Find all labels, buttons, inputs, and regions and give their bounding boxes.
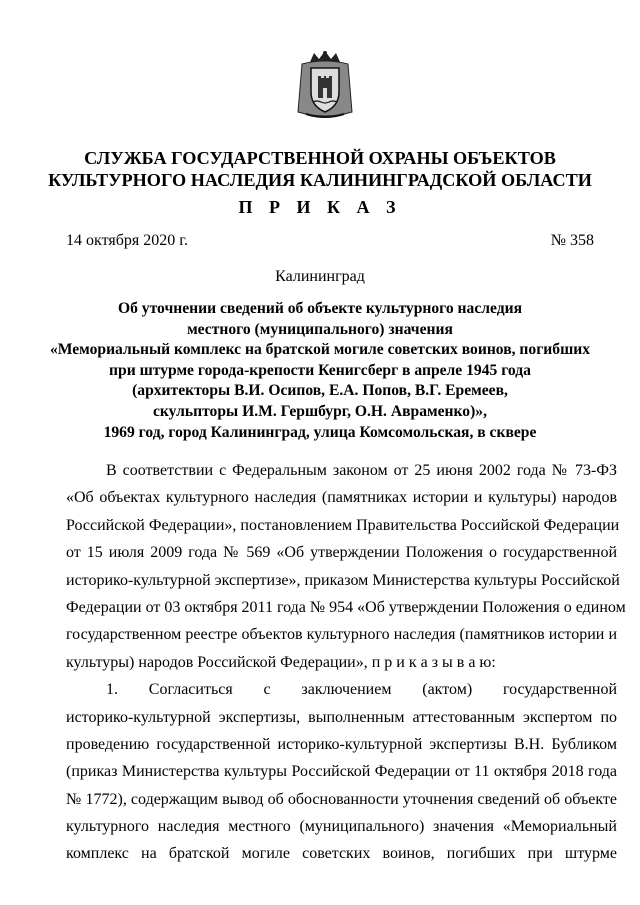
document-number: № 358 <box>550 232 594 249</box>
document-body <box>66 457 626 868</box>
document-type: П Р И К А З <box>238 197 402 217</box>
organization-name <box>0 147 640 191</box>
body-line: культуры) народов Российской Федерации», п р и к а з ы в а ю: <box>66 653 496 671</box>
document-city: Калининград <box>275 268 365 285</box>
subject-line: местного (муниципального) значения <box>187 320 453 338</box>
body-line: (приказ Министерства культуры Российской Федерации от 11 октября 2018 года <box>66 763 617 781</box>
body-line: государственном реестре объектов культурного наследия (памятников истории и <box>66 626 617 644</box>
document-subject <box>0 299 640 443</box>
subject-line: «Мемориальный комплекс на братской могиле советских воинов, погибших <box>49 341 591 359</box>
subject-line: 1969 год, город Калининград, улица Комсомольская, в сквере <box>103 423 537 441</box>
subject-line: (архитекторы В.И. Осипов, Е.А. Попов, В.Г. Еремеев, <box>132 382 508 400</box>
body-line: проведению государственной историко-культурной экспертизы В.Н. Бубликом <box>66 735 617 753</box>
body-line: № 1772), содержащим вывод об обоснованности уточнения сведений об объекте <box>66 790 617 808</box>
body-line: культурного наследия местного (муниципального) значения «Мемориальный <box>66 818 617 836</box>
body-line: 1. Согласиться с заключением (актом) государственной <box>106 681 617 699</box>
subject-line: скульпторы И.М. Гершбург, О.Н. Авраменко)», <box>153 402 487 420</box>
body-line: историко-культурной экспертизе», приказом Министерства культуры Российской <box>66 571 620 589</box>
organization-line: СЛУЖБА ГОСУДАРСТВЕННОЙ ОХРАНЫ ОБЪЕКТОВ <box>84 148 556 168</box>
organization-line: КУЛЬТУРНОГО НАСЛЕДИЯ КАЛИНИНГРАДСКОЙ ОБЛАСТИ <box>48 170 592 190</box>
document-date: 14 октября 2020 г. <box>66 232 188 249</box>
body-line: историко-культурной экспертизы, выполненным аттестованным экспертом по <box>66 708 617 726</box>
body-line: «Об объектах культурного наследия (памятниках истории и культуры) народов <box>66 489 617 507</box>
body-line: Российской Федерации», постановлением Правительства Российской Федерации <box>66 516 620 534</box>
subject-line: Об уточнении сведений об объекте культурного наследия <box>117 300 523 317</box>
subject-line: при штурме города-крепости Кенигсберг в апреле 1945 года <box>109 361 531 379</box>
body-line: комплекс на братской могиле советских воинов, погибших при штурме <box>66 845 617 863</box>
body-line: В соответствии с Федеральным законом от 25 июня 2002 года № 73-ФЗ <box>106 462 617 479</box>
body-line: от 15 июля 2009 года № 569 «Об утверждении Положения о государственной <box>66 544 617 562</box>
coat-of-arms-icon <box>296 50 354 120</box>
body-line: Федерации от 03 октября 2011 года № 954 «Об утверждении Положения о едином <box>66 598 626 616</box>
